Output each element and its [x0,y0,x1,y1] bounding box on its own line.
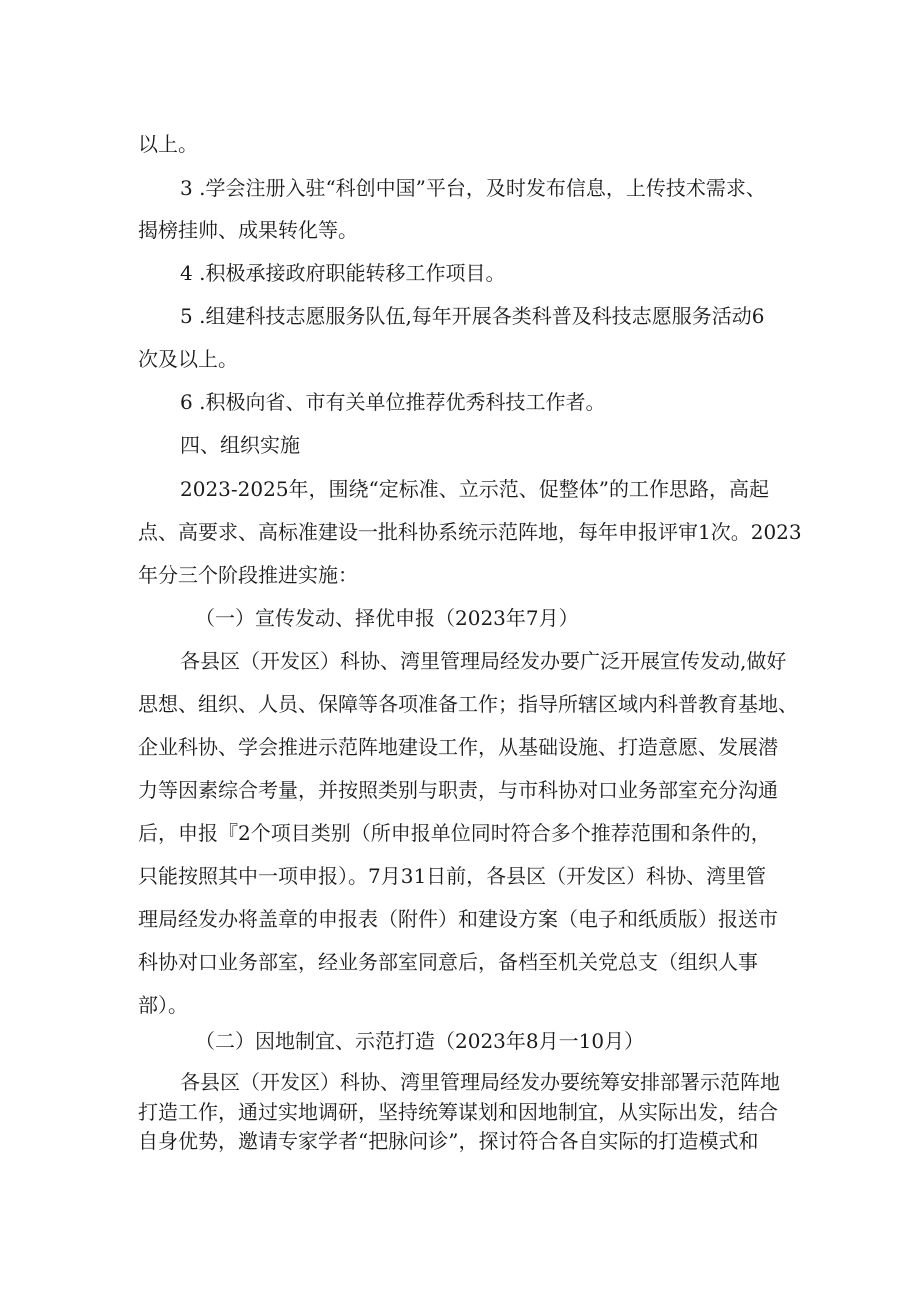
text-line: 次及以上。 [138,347,238,371]
subsection-heading: （一）宣传发动、择优申报（2023年7月） [195,606,579,630]
paragraph-line: 部）。 [138,993,188,1017]
list-item-3: 3 .学会注册入驻“科创中国”平台，及时发布信息，上传技术需求、 [180,176,766,200]
paragraph-line: 2023-2025年，围绕“定标准、立示范、促整体”的工作思路，高起 [180,477,770,501]
paragraph-line: 只能按照其中一项申报）。7月31日前，各县区（开发区）科协、湾里管 [138,864,767,888]
paragraph-line: 思想、组织、人员、保障等各项准备工作；指导所辖区域内科普教育基地、 [138,692,798,716]
paragraph-line: 各县区（开发区）科协、湾里管理局经发办要统筹安排部署示范阵地 [180,1070,780,1094]
text-line: 以上。 [138,132,198,156]
paragraph-line: 自身优势，邀请专家学者“把脉问诊”，探讨符合各自实际的打造模式和 [138,1129,759,1153]
paragraph-line: 科协对口业务部室，经业务部室同意后，备档至机关党总支（组织人事 [138,950,758,974]
list-item-4: 4 .积极承接政府职能转移工作项目。 [180,261,506,285]
section-heading: 四、组织实施 [180,433,300,457]
text-line: 揭榜挂帅、成果转化等。 [138,218,358,242]
paragraph-line: 理局经发办将盖章的申报表（附件）和建设方案（电子和纸质版）报送市 [138,907,778,931]
paragraph-line: 点、高要求、高标准建设一批科协系统示范阵地，每年申报评审1次。2023 [138,520,802,544]
paragraph-line: 打造工作，通过实地调研，坚持统筹谋划和因地制宜，从实际出发，结合 [138,1100,778,1124]
paragraph-line: 后，申报『2个项目类别（所申报单位同时符合多个推荐范围和条件的， [138,821,771,845]
paragraph-line: 企业科协、学会推进示范阵地建设工作，从基础设施、打造意愿、发展潜 [138,735,778,759]
list-item-6: 6 .积极向省、市有关单位推荐优秀科技工作者。 [180,390,606,414]
paragraph-line: 年分三个阶段推进实施： [138,563,358,587]
paragraph-line: 各县区（开发区）科协、湾里管理局经发办要广泛开展宣传发动,做好 [180,649,787,673]
paragraph-line: 力等因素综合考量，并按照类别与职责，与市科协对口业务部室充分沟通 [138,778,778,802]
subsection-heading: （二）因地制宜、示范打造（2023年8月一10月） [195,1029,645,1053]
list-item-5: 5 .组建科技志愿服务队伍,每年开展各类科普及科技志愿服务活动6 [180,304,765,328]
